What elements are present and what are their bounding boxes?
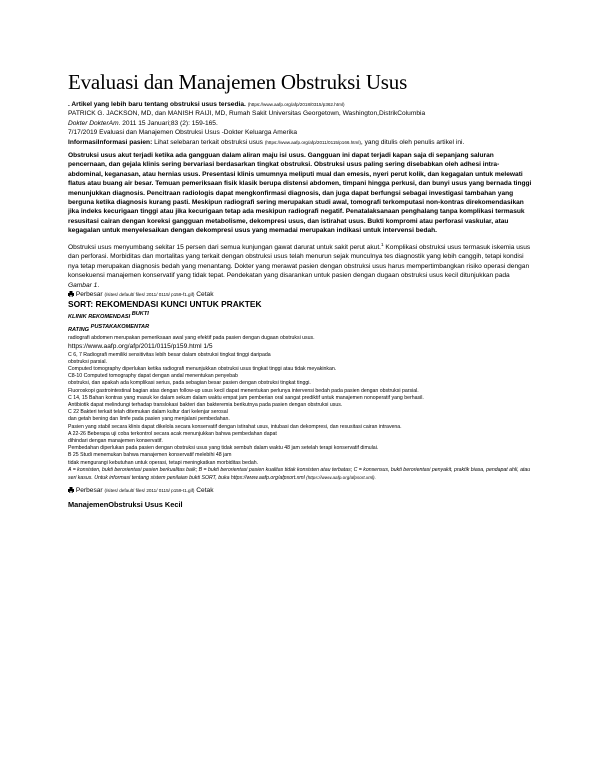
hdr-evidence: BUKTI — [131, 311, 149, 318]
table-row: Computed tomography diperlukan ketika radiografi menunjukkan obstruksi usus tingkat tinggi atau tidak meyakinkan. — [68, 366, 337, 373]
enlarge-figure-path: (/sites/ default/ files/ 2011/ 0115/ p159-f1.gif) — [104, 291, 195, 297]
table-row: dan getah bening dan limfe pada pasien yang menjalani pembedahan. — [68, 416, 230, 423]
sort-table — [68, 352, 532, 467]
journal-name: Dokter DokterAm. — [68, 119, 121, 127]
article-title: Evaluasi dan Manajemen Obstruksi Usus — [68, 70, 408, 94]
table-row: Antibiotik dapat melindungi terhadap translokasi bakteri dan bakteremia berikutnya pada pasien dengan obstruksi usus. — [68, 402, 343, 409]
rec-intro: radiografi abdomen merupakan pemeriksaan awal yang efektif pada pasien dengan dugaan obstruksi usus. — [68, 335, 315, 342]
patient-info-label: InformasiInformasi pasien: — [68, 138, 153, 146]
sort-title: SORT: REKOMENDASI KUNCI UNTUK PRAKTEK — [68, 299, 262, 310]
table-row: C 22 Bakteri terkait telah ditemukan dalam kultur dari kelenjar serosal — [68, 409, 228, 416]
table-row: obstruksi, dan apakah ada komplikasi serius, pada sebagian besar pasien dengan obstruksi tingkat tinggi. — [68, 380, 311, 387]
notice-link[interactable]: (https://www.aafp.org/afp/2018/0315/p362.html) — [247, 102, 345, 107]
enlarge-table-link[interactable]: Perbesar — [75, 487, 103, 495]
table-row: C 14, 15 Bahan kontras yang masuk ke dalam sekum dalam waktu empat jam pemberian oral sangat prediktif untuk manajemen nonoperatif yang berhasil. — [68, 394, 424, 401]
figure-print-row — [68, 290, 532, 299]
table-row: Fluoroskopi gastrointestinal bagian atas dengan follow-up usus kecil dapat menentukan perlunya intervensi bedah pada pasien dengan obstruksi parsial. — [68, 387, 419, 394]
abstract: Obstruksi usus akut terjadi ketika ada gangguan dalam aliran maju isi usus. Gangguan ini dapat terjadi kapan saja di sepanjang saluran pencernaan, dan gejala klinis sering bervariasi berdasarkan tingkat obstruksi. Obstruksi usus paling sering disebabkan oleh adhesi intra-abdominal, keganasan, atau hernias usus. Presentasi klinis umumnya meliputi mual dan emesis, nyeri perut kolik, dan kegagalan untuk melewati flatus atau buang air besar. Temuan pemeriksaan fisik klasik berupa distensi abdomen, timpani hingga perkusi, dan bunyi usus yang bernada tinggi menunjukkan diagnosis. Pencitraan radiologis dapat mengkonfirmasi diagnosis, dan juga dapat berfungsi sebagai investigasi tambahan yang berguna ketika diagnosis kurang pasti. Meskipun radiografi sering merupakan studi awal, tomografi terkomputasi non-kontras direkomendasikan jika indeks kecurigaan tinggi atau jika kecurigaan tetap ada meskipun radiografi negatif. Penatalaksanaan penghalang tanpa komplikasi termasuk resusitasi cairan dengan koreksi gangguan metabolisme, dekompresi usus, dan istirahat usus. Bukti kompromi atau perforasi vaskular, atau kegagalan untuk menyelesaikan dengan dekompresi usus yang memadai merupakan indikasi untuk intervensi bedah. — [68, 152, 532, 235]
table-row: Pembedahan diperlukan pada pasien dengan obstruksi usus yang tidak sembuh dalam waktu 48 jam setelah terapi konservatif dimulai. — [68, 445, 379, 452]
hdr-refs: PUSTAKAKOMENTAR — [90, 324, 150, 331]
sort-footnote — [68, 467, 532, 482]
citation-line — [68, 119, 532, 128]
hdr-clinical: KLINIK REKOMENDASI — [68, 314, 131, 321]
intro-main: Obstruksi usus menyumbang sekitar 15 persen dari semua kunjungan gawat darurat untuk sakit perut akut. — [68, 243, 382, 251]
sort-footnote-link[interactable]: (https://www.aafp.org/afpsort.xml). — [306, 475, 376, 481]
sort-footnote-text: A = konsisten, bukti berorientasi pasien berkualitas baik; B = bukti berorientasi pasien kualitas tidak konsisten atau terbatas; C = konsensus, bukti berorientasi penyakit, praktik biasa, pendapat ahli, atau seri kasus. Untuk informasi tentang sistem penilaian bukti SORT, buka https://www.aafp.org/afpsort.xml — [68, 466, 531, 482]
table-row: C 6, 7 Radiografi memiliki sensitivitas lebih besar dalam obstruksi tingkat tinggi daripada — [68, 351, 271, 358]
table-row: obstruksi parsial. — [68, 358, 107, 365]
intro-rest: Komplikasi obstruksi usus termasuk iskemia usus dan perforasi. Morbiditas dan mortalitas yang terkait dengan obstruksi usus telah menurun sejak munculnya tes diagnostik yang lebih canggih, tetapi kondisi nya tetap merupakan diagnosis bedah yang menantang. Dokter yang merawat pasien dengan obstruksi usus harus mempertimbangkan risiko operasi dengan konsekuensi manajemen konservatif yang tidak tepat. Pendekatan yang disarankan untuk pasien dengan dugaan obstruksi usus kecil ditunjukkan pada — [68, 243, 531, 280]
hdr-rating: RATING — [68, 327, 90, 334]
patient-info-link[interactable]: (https://www.aafp.org/afp/2011/0115/p166.html) — [264, 139, 361, 145]
sort-header-row-2 — [68, 322, 532, 335]
table-row: A 22-26 Beberapa uji coba terkontrol secara acak menunjukkan bahwa pembedahan dapat — [68, 430, 277, 437]
enlarge-table-path: (/sites/ default/ files/ 2011/ 0115/ p159-t1.gif) — [104, 488, 195, 494]
journal-details: 2011 15 Januari;83 (2): 159-165. — [120, 119, 218, 127]
section-heading: ManajemenObstruksi Usus Kecil — [68, 499, 183, 509]
authors-line: PATRICK G. JACKSON, MD, dan MANISH RAIJI, MD, Rumah Sakit Universitas Georgetown, Washington,DistrikColumbia — [68, 110, 426, 118]
figure-1-link[interactable]: Gambar 1 — [68, 281, 98, 289]
print-icon — [68, 291, 74, 297]
intro-ref: 1 — [381, 241, 384, 247]
table-row: B 25 Studi menemukan bahwa manajemen konservatif melebihi 48 jam — [68, 452, 232, 459]
patient-info-tail: , yang ditulis oleh penulis artikel ini. — [360, 138, 465, 146]
notice-text: . Artikel yang lebih baru tentang obstruksi usus tersedia. — [68, 101, 246, 108]
table-row: tidak mengurangi kebutuhan untuk operasi, tetapi meningkatkan morbiditas bedah. — [68, 459, 259, 466]
print-icon — [68, 487, 74, 493]
newer-article-notice — [68, 100, 532, 109]
date-line: 7/17/2019 Evaluasi dan Manajemen Obstruksi Usus -Dokter Keluarga Amerika — [68, 129, 298, 137]
table-row: C8-10 Computed tomography dapat dengan andal menentukan penyebab — [68, 373, 238, 380]
print-figure-link[interactable]: Cetak — [196, 290, 214, 298]
sort-header-row-1 — [68, 309, 532, 322]
print-table-link[interactable]: Cetak — [196, 487, 214, 495]
table-row: dihindari dengan manajemen konservatif. — [68, 438, 163, 445]
patient-info-line — [68, 138, 532, 147]
table-row: Pasien yang stabil secara klinis dapat dikelola secara konservatif dengan istirahat usus, intubasi dan dekompresi, dan resusitasi cairan intravena. — [68, 423, 402, 430]
table-print-row — [68, 486, 532, 495]
page-url: https://www.aafp.org/afp/2011/0115/p159.html 1/5 — [68, 343, 213, 351]
article-page — [68, 70, 532, 509]
enlarge-figure-link[interactable]: Perbesar — [75, 290, 103, 298]
intro-end: . — [97, 281, 100, 289]
intro-paragraph — [68, 240, 532, 290]
patient-info-text: Lihat selebaran terkait obstruksi usus — [152, 138, 265, 146]
